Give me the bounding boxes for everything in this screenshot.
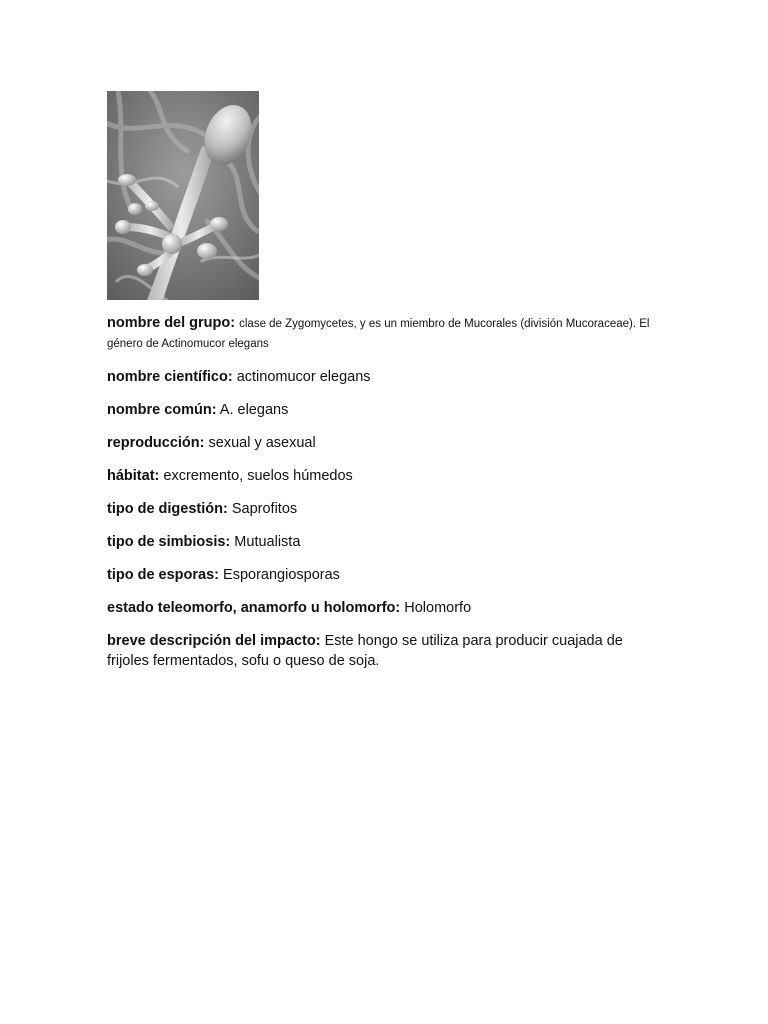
field-label: hábitat:	[107, 468, 160, 484]
field-value: Esporangiosporas	[223, 567, 340, 583]
field-reproduccion	[107, 433, 667, 453]
field-label: breve descripción del impacto:	[107, 633, 321, 649]
field-label: nombre científico:	[107, 369, 233, 385]
field-nombre-del-grupo	[107, 314, 667, 354]
field-value: Mutualista	[234, 534, 301, 550]
field-breve-descripcion-impacto	[107, 631, 667, 671]
field-tipo-de-simbiosis	[107, 532, 667, 552]
field-value: Este hongo se utiliza para producir cuajada de frijoles fermentados, sofu o queso de soja.	[107, 633, 623, 669]
field-value: sexual y asexual	[208, 435, 316, 451]
field-label: tipo de digestión:	[107, 501, 228, 517]
field-label: tipo de esporas:	[107, 567, 219, 583]
field-label: estado teleomorfo, anamorfo u holomorfo:	[107, 600, 401, 616]
field-value: clase de Zygomycetes, y es un miembro de Mucorales (división Mucoraceae). El género de Actinomucor elegans	[107, 318, 650, 350]
fungus-micrograph-image	[107, 91, 259, 300]
field-value: Saprofitos	[231, 501, 298, 517]
field-value: actinomucor elegans	[236, 369, 371, 385]
fungus-info-list	[107, 314, 667, 671]
field-label: nombre común:	[107, 402, 217, 418]
field-tipo-de-digestion	[107, 499, 667, 519]
field-label: nombre del grupo:	[107, 315, 236, 331]
field-habitat	[107, 466, 667, 486]
field-nombre-comun	[107, 400, 667, 420]
field-nombre-cientifico	[107, 367, 667, 387]
field-tipo-de-esporas	[107, 565, 667, 585]
field-label: tipo de simbiosis:	[107, 534, 231, 550]
field-estado-morfologico	[107, 598, 667, 618]
field-label: reproducción:	[107, 435, 205, 451]
field-value: A. elegans	[219, 402, 289, 418]
field-value: Holomorfo	[404, 600, 472, 616]
field-value: excremento, suelos húmedos	[163, 468, 353, 484]
